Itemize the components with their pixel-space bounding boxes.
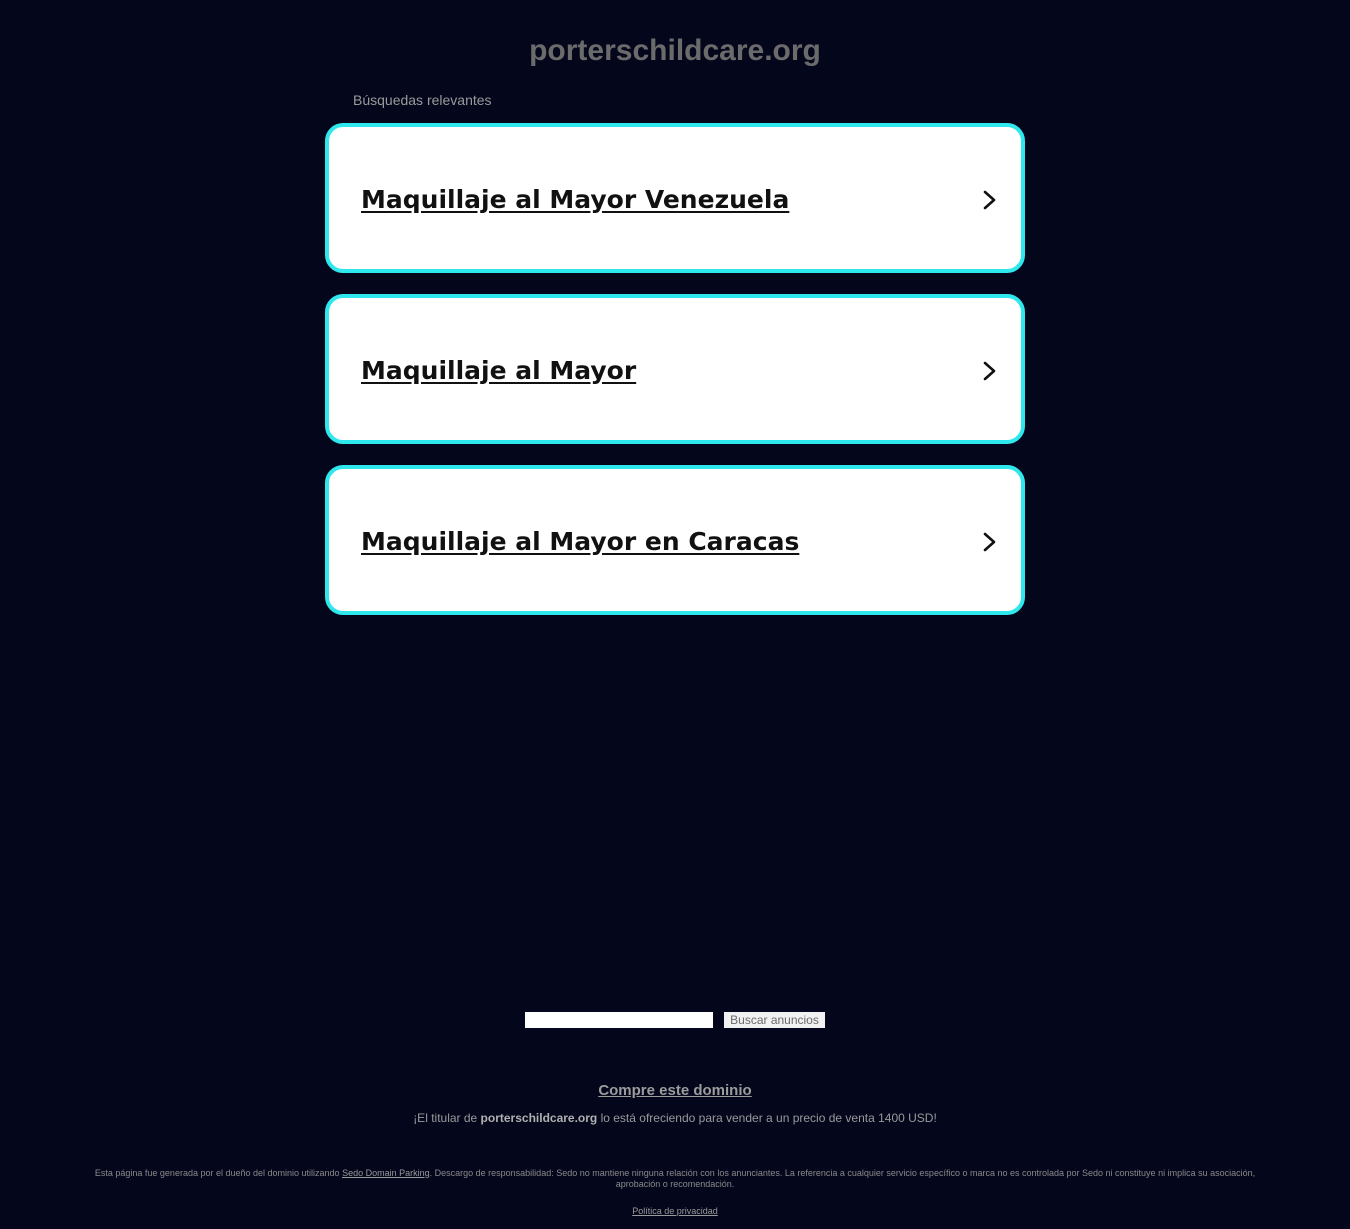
related-search-link[interactable]: Maquillaje al Mayor en Caracas — [361, 527, 800, 556]
related-search-card-3[interactable] — [325, 465, 1025, 615]
related-search-card-2[interactable] — [325, 294, 1025, 444]
disclaimer-text-before: Esta página fue generada por el dueño del dominio utilizando — [94, 1168, 343, 1178]
chevron-right-icon — [979, 360, 999, 382]
domain-title: porterschildcare.org — [529, 34, 821, 67]
search-ads-button[interactable]: Buscar anuncios — [724, 1012, 825, 1028]
sale-text-after: lo está ofreciendo para vender a un precio de venta 1400 USD! — [597, 1111, 937, 1125]
sedo-domain-parking-link[interactable]: Sedo Domain Parking — [342, 1168, 430, 1178]
buy-domain-link[interactable]: Compre este dominio — [598, 1082, 752, 1099]
sale-text-before: ¡El titular de — [413, 1111, 481, 1125]
disclaimer — [75, 1168, 1275, 1190]
related-searches-list — [325, 123, 1025, 636]
buy-domain-section — [0, 1082, 1350, 1099]
related-searches-label: Búsquedas relevantes — [353, 92, 492, 108]
search-input[interactable] — [525, 1012, 713, 1028]
chevron-right-icon — [979, 531, 999, 553]
privacy-section — [0, 1206, 1350, 1216]
sale-offer-text — [0, 1111, 1350, 1125]
chevron-right-icon — [979, 189, 999, 211]
related-search-card-1[interactable] — [325, 123, 1025, 273]
disclaimer-text-after: . Descargo de responsabilidad: Sedo no mantiene ninguna relación con los anunciantes. La referencia a cualquier servicio específico o marca no es controlada por Sedo ni constituye ni implica su asociación, aprobación o recomendación. — [429, 1168, 1256, 1189]
sale-domain-name: porterschildcare.org — [480, 1111, 598, 1125]
privacy-policy-link[interactable]: Política de privacidad — [632, 1206, 718, 1216]
related-search-link[interactable]: Maquillaje al Mayor — [361, 356, 637, 385]
related-search-link[interactable]: Maquillaje al Mayor Venezuela — [361, 185, 790, 214]
